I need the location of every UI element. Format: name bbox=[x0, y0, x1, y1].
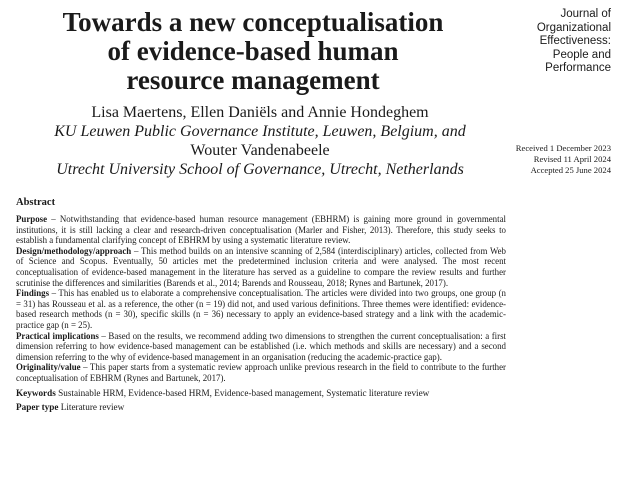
section-label: Practical implications bbox=[16, 330, 99, 341]
paper-type-label: Paper type bbox=[16, 401, 59, 412]
title-line: resource management bbox=[126, 65, 380, 95]
abstract-design bbox=[16, 246, 506, 288]
received-date: Received 1 December 2023 bbox=[515, 143, 611, 153]
authors-line: Wouter Vandenabeele bbox=[190, 142, 330, 159]
article-title bbox=[18, 8, 488, 95]
abstract-implications bbox=[16, 331, 506, 363]
journal-line: Performance bbox=[545, 62, 611, 74]
abstract-originality bbox=[16, 362, 506, 383]
section-text: – This method builds on an intensive scanning of 2,584 (interdisciplinary) articles, collected from Web of Science and Scopus. Eventually, 50 articles met the predetermined inclusion criteria and were analysed. The most recent conceptualisation of evidence-based management in the literature has served as a guideline to compare the review results and further scrutinise the differences and similarities (Barends et al., 2014; Barends and Rousseau, 2018; Rynes and Bartunek, 2017). bbox=[16, 245, 506, 288]
abstract-section bbox=[16, 197, 506, 413]
section-label: Originality/value bbox=[16, 362, 81, 373]
section-label: Findings bbox=[16, 288, 50, 299]
accepted-date: Accepted 25 June 2024 bbox=[530, 165, 611, 175]
section-text: – This paper starts from a systematic review approach unlike previous research in the field to contribute to the further conceptualisation of EBHRM (Rynes and Bartunek, 2017). bbox=[16, 362, 506, 383]
keywords bbox=[16, 388, 506, 399]
journal-name bbox=[501, 8, 611, 76]
keywords-label: Keywords bbox=[16, 387, 56, 398]
abstract-purpose bbox=[16, 214, 506, 246]
section-label: Design/methodology/approach bbox=[16, 245, 132, 256]
title-line: of evidence-based human bbox=[107, 36, 399, 66]
abstract-heading: Abstract bbox=[16, 197, 56, 208]
section-label: Purpose bbox=[16, 214, 48, 224]
abstract-findings bbox=[16, 288, 506, 330]
affiliation: Utrecht University School of Governance, Utrecht, Netherlands bbox=[56, 161, 464, 178]
journal-line: Organizational bbox=[536, 21, 611, 34]
authors-line: Lisa Maertens, Ellen Daniëls and Annie Hondeghem bbox=[91, 104, 429, 121]
journal-line: People and bbox=[552, 48, 611, 61]
paper-type-text: Literature review bbox=[58, 401, 125, 412]
history-dates bbox=[516, 143, 611, 176]
paper-type bbox=[16, 402, 506, 413]
section-text: – Based on the results, we recommend adding two dimensions to strengthen the current conceptualisation: a first dimension referring to how evidence-based management can be established (i.e. which methods and skills are necessary) and a second dimension referring to the why of evidence-based management in an organisation (reducing the academic-practice gap). bbox=[16, 330, 506, 362]
journal-line: Effectiveness: bbox=[539, 35, 611, 47]
journal-line: Journal of bbox=[560, 8, 611, 20]
author-block bbox=[40, 103, 480, 179]
revised-date: Revised 11 April 2024 bbox=[533, 154, 611, 164]
section-text: – This has enabled us to elaborate a comprehensive conceptualisation. The articles were divided into two groups, one group (n = 31) has Rousseau et al. as a reference, the other (n = 19) did not, and used various definitions. Three themes were identified: evidence-based research methods (n = 30), specific skills (n = 36) necessary to apply an evidence-based strategy and a link with the academic-practice gap (n = 25). bbox=[16, 288, 506, 330]
title-line: Towards a new conceptualisation bbox=[62, 7, 444, 37]
section-text: – Notwithstanding that evidence-based human resource management (EBHRM) is gaining more ground in governmental institutions, it is still lacking a clear and research-driven conceptualisation (Marler and Fisher, 2013). Therefore, this study seeks to establish a fundamental clarifying concept of EBHRM by using a systematic literature review. bbox=[16, 214, 506, 246]
affiliation: KU Leuwen Public Governance Institute, Leuwen, Belgium, and bbox=[54, 123, 466, 140]
keywords-text: Sustainable HRM, Evidence-based HRM, Evidence-based management, Systematic literature review bbox=[55, 387, 430, 398]
